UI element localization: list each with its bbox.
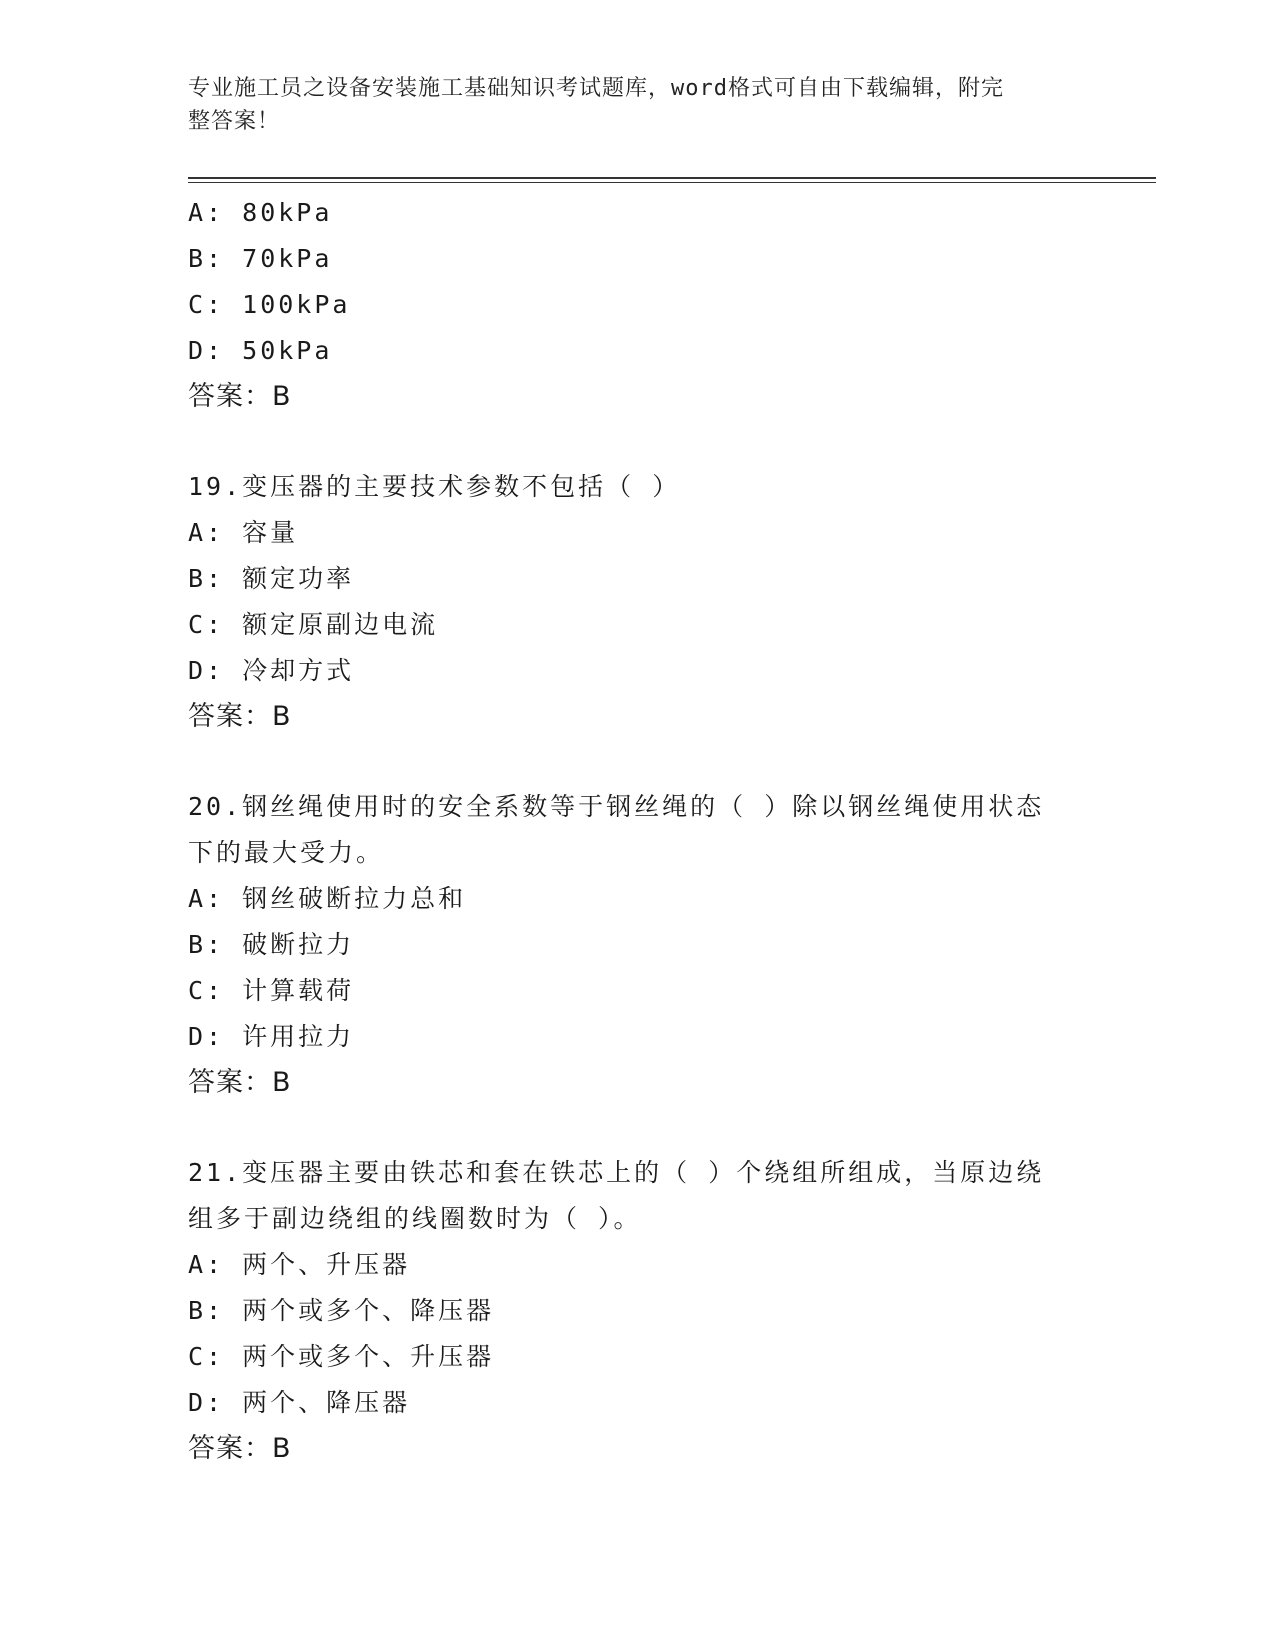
document-header bbox=[188, 72, 1068, 138]
option-b: B: 破断拉力 bbox=[188, 930, 355, 959]
option-b: B: 70kPa bbox=[188, 244, 333, 273]
answer-line: 答案：B bbox=[188, 1433, 292, 1464]
option-a: A: 钢丝破断拉力总和 bbox=[188, 884, 467, 913]
answer-line: 答案：B bbox=[188, 381, 292, 412]
answer-line: 答案：B bbox=[188, 1067, 292, 1098]
option-b: B: 两个或多个、降压器 bbox=[188, 1296, 495, 1325]
question-stem-line-1: 20.钢丝绳使用时的安全系数等于钢丝绳的（ ）除以钢丝绳使用状态 bbox=[188, 792, 1045, 821]
question-stem: 19.变压器的主要技术参数不包括（ ） bbox=[188, 472, 681, 501]
option-c: C: 两个或多个、升压器 bbox=[188, 1342, 495, 1371]
option-d: D: 许用拉力 bbox=[188, 1022, 355, 1051]
option-c: C: 额定原副边电流 bbox=[188, 610, 439, 639]
option-d: D: 50kPa bbox=[188, 336, 333, 365]
question-18 bbox=[188, 190, 1088, 420]
question-stem-line-2: 下的最大受力。 bbox=[188, 838, 385, 867]
question-21 bbox=[188, 1150, 1088, 1472]
option-a: A: 容量 bbox=[188, 518, 299, 547]
option-b: B: 额定功率 bbox=[188, 564, 355, 593]
option-c: C: 100kPa bbox=[188, 290, 351, 319]
answer-line: 答案：B bbox=[188, 701, 292, 732]
option-a: A: 80kPa bbox=[188, 198, 333, 227]
question-list bbox=[188, 190, 1088, 1472]
header-title-line-2: 整答案！ bbox=[188, 109, 281, 134]
option-d: D: 两个、降压器 bbox=[188, 1388, 411, 1417]
question-20 bbox=[188, 784, 1088, 1106]
question-19 bbox=[188, 464, 1088, 740]
header-title-line-1: 专业施工员之设备安装施工基础知识考试题库，word格式可自由下载编辑，附完 bbox=[188, 76, 1004, 101]
option-d: D: 冷却方式 bbox=[188, 656, 355, 685]
option-a: A: 两个、升压器 bbox=[188, 1250, 411, 1279]
question-stem-line-1: 21.变压器主要由铁芯和套在铁芯上的（ ）个绕组所组成，当原边绕 bbox=[188, 1158, 1045, 1187]
header-divider bbox=[188, 177, 1156, 183]
question-stem-line-2: 组多于副边绕组的线圈数时为（ ）。 bbox=[188, 1204, 642, 1233]
option-c: C: 计算载荷 bbox=[188, 976, 355, 1005]
